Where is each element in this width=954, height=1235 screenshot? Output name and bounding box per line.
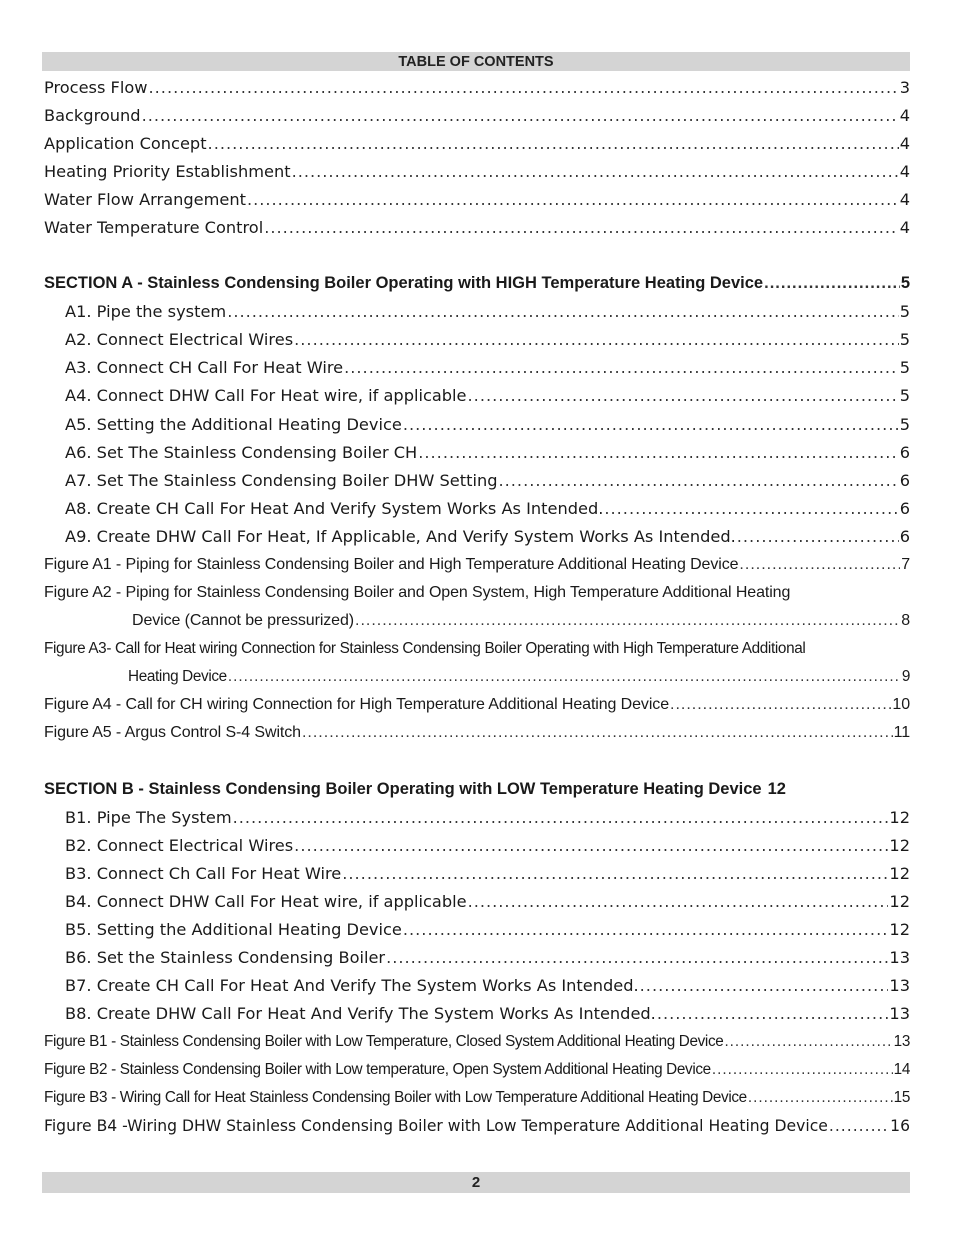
toc-entry-a1[interactable] [44,298,910,326]
dot-leader [247,190,899,209]
dot-leader [499,471,899,490]
toc-entry-label: B8. Create DHW Call For Heat And Verify The System Works As Intended. [65,1004,656,1024]
toc-entry-application-concept[interactable] [44,129,910,157]
toc-entry-page: 4 [899,105,910,125]
dot-leader [418,443,898,462]
toc-entry-b3[interactable] [44,859,910,887]
figure-label: Figure B4 -Wiring DHW Stainless Condensing Boiler with Low Temperature Additional Heating Device [44,1117,828,1136]
toc-header-bar [42,52,910,71]
toc-entry-page: 6 [899,526,910,546]
toc-figure-b1[interactable] [44,1028,910,1056]
figure-label: Figure A3- Call for Heat wiring Connection for Stainless Condensing Boiler Operating with High Temperature Additional [44,639,806,657]
toc-entry-b8[interactable] [44,1000,910,1028]
toc-entry-process-flow[interactable] [44,73,910,101]
section-heading-label: SECTION A - Stainless Condensing Boiler Operating with HIGH Temperature Heating Device [44,274,764,293]
toc-entry-background[interactable] [44,101,910,129]
toc-entry-water-temperature[interactable] [44,213,910,241]
section-heading-label: SECTION B - Stainless Condensing Boiler Operating with LOW Temperature Heating Device [44,779,762,798]
dot-leader [737,527,899,546]
toc-entry-page: 5 [899,414,910,434]
toc-entry-label: B5. Setting the Additional Heating Device [65,920,402,940]
toc-entry-page: 12 [889,807,910,827]
toc-entry-b5[interactable] [44,916,910,944]
dot-leader [294,836,888,855]
toc-entry-a6[interactable] [44,438,910,466]
dot-leader [670,696,891,714]
dot-leader [149,78,899,97]
toc-entry-label: A1. Pipe the system [65,302,227,322]
toc-entry-a7[interactable] [44,466,910,494]
toc-figure-a5[interactable] [44,719,910,747]
dot-leader [712,1061,893,1079]
toc-entry-page: 13 [889,976,910,996]
toc-entry-label: A7. Set The Stainless Condensing Boiler DHW Setting [65,470,498,490]
toc-entry-b6[interactable] [44,944,910,972]
toc-entry-label: B2. Connect Electrical Wires [65,835,294,855]
dot-leader [739,556,900,574]
toc-entry-label: B4. Connect DHW Call For Heat wire, if applicable [65,892,467,912]
section-spacer [44,747,910,775]
dot-leader [657,1004,889,1023]
toc-entry-page: 5 [899,386,910,406]
table-of-contents [44,73,910,1140]
figure-label: Figure B1 - Stainless Condensing Boiler with Low Temperature, Closed System Additional Heating Device [44,1033,724,1051]
toc-figure-a1[interactable] [44,551,910,579]
dot-leader [142,106,899,125]
toc-entry-water-flow[interactable] [44,185,910,213]
figure-label: Figure A5 - Argus Control S-4 Switch [44,724,301,742]
figure-label: Figure B2 - Stainless Condensing Boiler with Low temperature, Open System Additional Heating Device [44,1061,711,1079]
toc-entry-b1[interactable] [44,803,910,831]
toc-entry-label: B1. Pipe The System [65,807,232,827]
dot-leader [227,302,899,321]
figure-page: 14 [893,1061,910,1079]
dot-leader [403,415,899,434]
toc-entry-page: 6 [899,470,910,490]
toc-entry-a8[interactable] [44,494,910,522]
toc-entry-label: A4. Connect DHW Call For Heat wire, if applicable [65,386,467,406]
toc-entry-b2[interactable] [44,831,910,859]
figure-label: Figure B3 - Wiring Call for Heat Stainless Condensing Boiler with Low Temperature Additional Heating Device [44,1089,747,1107]
dot-leader [302,724,893,742]
toc-entry-label: A5. Setting the Additional Heating Device [65,414,402,434]
dot-leader [264,218,898,237]
toc-entry-label: Background [44,105,141,125]
toc-entry-label: B6. Set the Stainless Condensing Boiler [65,948,386,968]
toc-figure-a2[interactable] [44,579,910,607]
toc-entry-a5[interactable] [44,410,910,438]
toc-entry-page: 6 [899,442,910,462]
toc-entry-page: 12 [889,835,910,855]
toc-entry-page: 6 [899,498,910,518]
dot-leader [468,892,889,911]
toc-entry-label: Water Flow Arrangement [44,189,246,209]
toc-entry-page: 5 [899,330,910,350]
dot-leader [344,358,899,377]
figure-label: Figure A4 - Call for CH wiring Connection for High Temperature Additional Heating Device [44,696,669,714]
figure-page: 8 [901,611,910,629]
toc-entry-label: B7. Create CH Call For Heat And Verify The System Works As Intended. [65,976,639,996]
toc-entry-page: 3 [899,77,910,97]
figure-page: 9 [901,667,910,685]
toc-figure-a2-continuation[interactable] [44,607,910,635]
toc-entry-label: Process Flow [44,77,148,97]
toc-title: TABLE OF CONTENTS [398,54,554,70]
toc-entry-page: 12 [889,863,910,883]
toc-entry-label: A6. Set The Stainless Condensing Boiler CH [65,442,418,462]
section-heading-page: 5 [900,274,910,293]
toc-entry-heating-priority[interactable] [44,157,910,185]
toc-entry-page: 4 [899,189,910,209]
toc-entry-label: Application Concept [44,133,207,153]
toc-entry-label: B3. Connect Ch Call For Heat Wire [65,863,342,883]
figure-label-continuation: Device (Cannot be pressurized) [132,611,354,629]
figure-page: 13 [893,1033,910,1051]
figure-label: Figure A1 - Piping for Stainless Condensing Boiler and High Temperature Additional Heating Device [44,555,739,573]
figure-page: 11 [893,724,910,742]
dot-leader [604,499,898,518]
toc-entry-a2[interactable] [44,326,910,354]
toc-entry-label: Heating Priority Establishment [44,161,291,181]
dot-leader [724,1033,892,1051]
toc-entry-label: A2. Connect Electrical Wires [65,330,294,350]
toc-figure-b2[interactable] [44,1056,910,1084]
figure-page: 7 [901,555,910,573]
toc-section-b-heading[interactable] [44,775,910,803]
dot-leader [355,612,900,630]
dot-leader [829,1117,889,1135]
toc-entry-a3[interactable] [44,354,910,382]
figure-label-continuation: Heating Device [128,667,227,685]
figure-page: 10 [892,696,910,714]
dot-leader [640,976,889,995]
toc-figure-a3[interactable] [44,635,910,663]
toc-entry-label: A3. Connect CH Call For Heat Wire [65,358,344,378]
dot-leader [292,162,899,181]
dot-leader [403,920,889,939]
toc-entry-b4[interactable] [44,888,910,916]
footer-bar [42,1172,910,1193]
toc-figure-a3-continuation[interactable] [44,663,910,691]
toc-entry-b7[interactable] [44,972,910,1000]
dot-leader [233,808,889,827]
toc-entry-page: 4 [899,218,910,238]
dot-leader [468,386,899,405]
dot-leader [764,274,900,293]
toc-entry-page: 4 [899,133,910,153]
dot-leader [748,1089,893,1107]
toc-entry-a4[interactable] [44,382,910,410]
toc-entry-page: 13 [889,948,910,968]
figure-page: 15 [893,1089,910,1107]
dot-leader [294,330,899,349]
toc-entry-page: 5 [899,358,910,378]
figure-label: Figure A2 - Piping for Stainless Condensing Boiler and Open System, High Temperature Additional Heating [44,583,791,601]
toc-entry-page: 12 [889,920,910,940]
section-spacer [44,242,910,270]
dot-leader [228,668,901,686]
dot-leader [386,948,888,967]
toc-figure-a4[interactable] [44,691,910,719]
toc-figure-b4[interactable] [44,1112,910,1140]
section-heading-page: 12 [767,779,786,798]
toc-entry-a9[interactable] [44,522,910,550]
toc-entry-page: 4 [899,161,910,181]
toc-entry-page: 5 [899,302,910,322]
figure-page: 16 [890,1117,910,1136]
toc-entry-label: A8. Create CH Call For Heat And Verify System Works As Intended. [65,498,604,518]
toc-entry-page: 13 [889,1004,910,1024]
toc-entry-label: Water Temperature Control [44,218,264,238]
dot-leader [342,864,888,883]
dot-leader [208,134,899,153]
toc-figure-b3[interactable] [44,1084,910,1112]
toc-entry-label: A9. Create DHW Call For Heat, If Applicable, And Verify System Works As Intended. [65,526,736,546]
toc-section-a-heading[interactable] [44,270,910,298]
toc-entry-page: 12 [889,892,910,912]
page-number: 2 [471,1174,481,1191]
